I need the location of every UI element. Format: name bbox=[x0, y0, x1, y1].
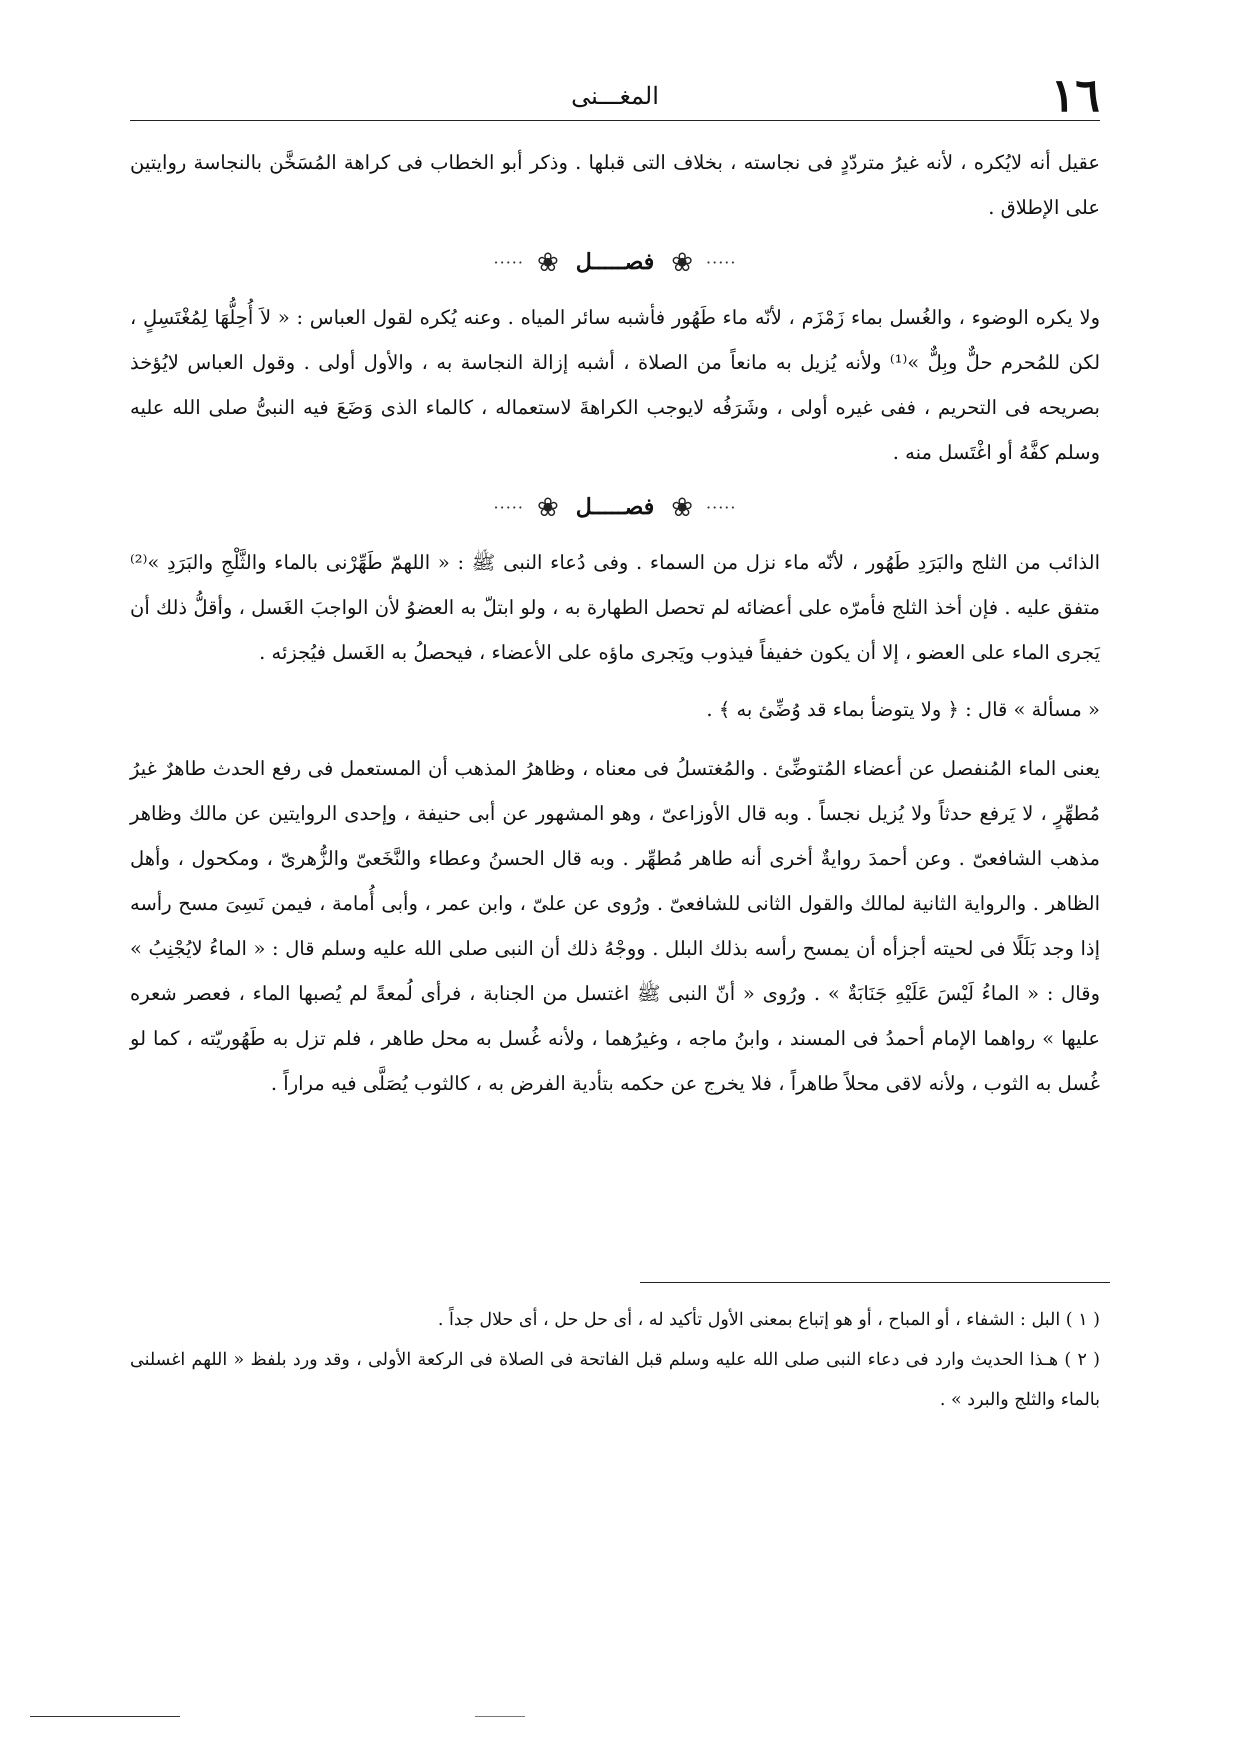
section-heading-1 bbox=[130, 242, 1100, 283]
running-title: المغـــنى bbox=[571, 82, 659, 110]
paragraph-4: يعنى الماء المُنفصل عن أعضاء المُتوضِّئ . والمُغتسلُ فى معناه ، وظاهرُ المذهب أن المستعمل فى رفع الحدث طاهرٌ غيرُ مُطهِّرٍ ، لا يَرفع حدثاً ولا يُزيل نجساً . وبه قال الأوزاعىّ ، وهو المشهور عن أبى حنيفة ، وإحدى الروايتين عن مالك وظاهر مذهب الشافعىّ . وعن أحمدَ روايةٌ أخرى أنه طاهر مُطهِّر . وبه قال الحسنُ وعطاء والنَّخَعىّ والزُّهرىّ ، ومكحول ، وأهل الظاهر . والرواية الثانية لمالك والقول الثانى للشافعىّ . ورُوى عن علىّ ، وابن عمر ، وأبى أُمامة ، فيمن نَسِىَ مسح رأسه إذا وجد بَلَلًا فى لحيته أجزأه أن يمسح رأسه بذلك البلل . ووجْهُ ذلك أن النبى صلى الله عليه وسلم قال : « الماءُ لايُجْنِبُ » وقال : « الماءُ لَيْسَ عَلَيْهِ جَنَابَةٌ » . ورُوى « أنّ النبى ﷺ اغتسل من الجنابة ، فرأى لُمعةً لم يُصبها الماء ، فعصر شعره عليها » رواهما الإمام أحمدُ فى المسند ، وابنُ ماجه ، وغيرُهما ، ولأنه غُسل به محل طاهر ، فلم تزل به طَهُوريّته ، كما لو غُسل به الثوب ، ولأنه لاقى محلاً طاهراً ، فلا يخرج عن حكمه بتأدية الفرض به ، كالثوب يُصَلَّى فيه مراراً . bbox=[130, 757, 1100, 1095]
footnote-1: ( ١ ) البل : الشفاء ، أو المباح ، أو هو إتباع بمعنى الأول تأكيد له ، أى حل حل ، أى حلال جداً . bbox=[437, 1310, 1100, 1330]
paragraph-3: الذائب من الثلج والبَرَدِ طَهُور ، لأنّه ماء نزل من السماء . وفى دُعاء النبى ﷺ : « اللهمّ طَهِّرْنى بالماء والثَّلْجِ والبَرَدِ »⁽²⁾ متفق عليه . فإن أخذ الثلج فأمرّه على أعضائه لم تحصل الطهارة به ، ولو ابتلّ به العضوُ لأن الواجبَ الغَسل ، وأقلُّ ذلك أن يَجرى الماء على العضو ، إلا أن يكون خفيفاً فيذوب ويَجرى ماؤه على الأعضاء ، فيحصلُ به الغَسل فيُجزئه . bbox=[130, 551, 1100, 664]
ornament-dots: ····· bbox=[493, 498, 524, 517]
footnote-2: ( ٢ ) هـذا الحديث وارد فى دعاء النبى صلى الله عليه وسلم قبل الفاتحة فى الصلاة فى الركعة الأولى ، وقد ورد بلفظ « اللهم اغسلنى بالماء والثلج والبرد » . bbox=[130, 1350, 1101, 1410]
footnotes bbox=[130, 1300, 1100, 1420]
footnote-rule bbox=[640, 1282, 1110, 1283]
ornament-dots: ····· bbox=[706, 253, 737, 272]
ornament-dots: ····· bbox=[493, 253, 524, 272]
bottom-rule bbox=[30, 1716, 180, 1717]
section-title: فصـــــل bbox=[575, 249, 655, 275]
ornament-dots: ····· bbox=[706, 498, 737, 517]
masala-line: « مسألة » قال : ﴿ ولا يتوضأ بماء قد وُضِّئ به ﴾ . bbox=[706, 698, 1100, 721]
floral-ornament-icon: ❀ bbox=[536, 248, 559, 278]
main-text bbox=[130, 140, 1100, 1106]
floral-ornament-icon: ❀ bbox=[671, 493, 694, 523]
section-title: فصـــــل bbox=[575, 494, 655, 520]
page-header bbox=[130, 68, 1100, 122]
page-number: ١٦ bbox=[1050, 68, 1100, 122]
floral-ornament-icon: ❀ bbox=[536, 493, 559, 523]
paragraph-1: عقيل أنه لايُكره ، لأنه غيرُ متردّدٍ فى نجاسته ، بخلاف التى قبلها . وذكر أبو الخطاب فى كراهة المُسَخَّن بالنجاسة روايتين على الإطلاق . bbox=[130, 151, 1100, 219]
header-rule bbox=[130, 120, 1100, 121]
floral-ornament-icon: ❀ bbox=[671, 248, 694, 278]
section-heading-2 bbox=[130, 487, 1100, 528]
paragraph-2: ولا يكره الوضوء ، والغُسل بماء زَمْزَم ، لأنّه ماء طَهُور فأشبه سائر المياه . وعنه يُكره لقول العباس : « لاَ أُحِلُّهَا لِمُغْتَسِلٍ ، لكن للمُحرم حلٌّ وبِلٌّ »⁽¹⁾ ولأنه يُزيل به مانعاً من الصلاة ، أشبه إزالة النجاسة به ، والأول أولى . وقول العباس لايُؤخذ بصريحه فى التحريم ، ففى غيره أولى ، وشَرَفُه لايوجب الكراهةَ لاستعماله ، كالماء الذى وَضَعَ فيه النبىُّ صلى الله عليه وسلم كفَّهُ أو اغْتَسل منه . bbox=[130, 306, 1101, 464]
bottom-rule bbox=[475, 1716, 525, 1717]
